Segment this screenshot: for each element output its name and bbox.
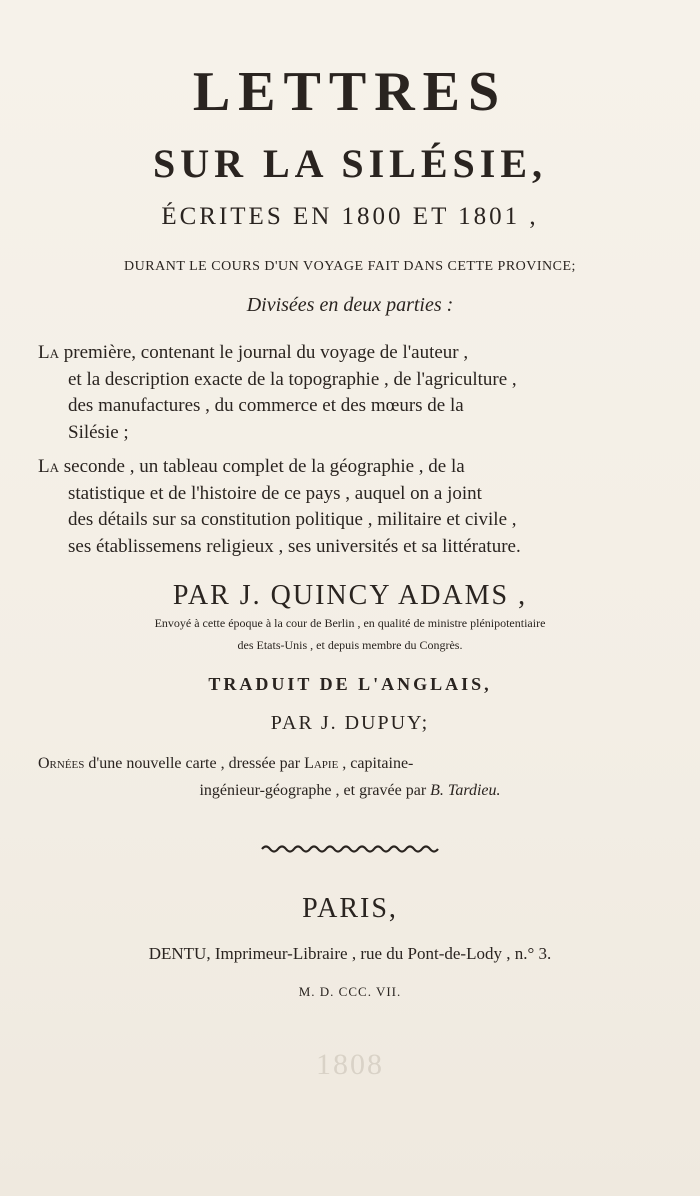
title-silesie: SUR LA SILÉSIE, [152,141,548,186]
imprint-city: PARIS, [302,893,398,924]
part-two-lead: La [38,456,59,477]
map-note-text: d'une nouvelle carte , dressée par [88,755,301,772]
divisees-heading: Divisées en deux parties : [246,294,454,316]
part-one-line: et la description exacte de la topographie , de l'agriculture , [68,368,517,390]
part-one-description [38,340,583,446]
author-line: PAR J. QUINCY ADAMS , [172,580,528,611]
part-two-line: ses établissemens religieux , ses universités et sa littérature. [68,535,521,557]
author-desc-line2: des Etats-Unis , et depuis membre du Congrès. [237,638,463,652]
map-note-line2 [0,782,700,800]
part-one-line: des manufactures , du commerce et des mœurs de la [68,395,464,416]
map-note-line1 [38,755,583,773]
translator-line: PAR J. DUPUY; [270,712,430,734]
map-note-line2-text: ingénieur-géographe , et gravée par [199,782,427,799]
part-two-line: seconde , un tableau complet de la géographie , de la [63,456,465,477]
faded-stamp: 1808 [316,1048,384,1081]
tardieu-name: B. Tardieu. [430,782,501,799]
title-lettres: LETTRES [192,61,508,123]
wave-ornament-icon [260,843,440,855]
lapie-name: Lapie [304,755,339,772]
title-dates: ÉCRITES EN 1800 ET 1801 , [161,203,539,230]
part-one-line: Silésie ; [68,421,129,443]
part-two-description [38,454,583,560]
part-one-line: première, contenant le journal du voyage de l'auteur , [63,342,469,363]
map-note-text-end: , capitaine- [342,755,414,772]
part-two-line: des détails sur sa constitution politique , militaire et civile , [68,509,517,530]
map-note-lead: Ornées [38,755,85,772]
author-desc-line1: Envoyé à cette époque à la cour de Berlin , en qualité de ministre plénipotentiaire [154,616,546,630]
part-two-line: statistique et de l'histoire de ce pays , auquel on a joint [68,482,482,504]
ornament-rule [0,842,700,860]
translated-line: TRADUIT DE L'ANGLAIS, [208,674,492,694]
title-durant: DURANT LE COURS D'UN VOYAGE FAIT DANS CETTE PROVINCE; [124,259,576,274]
imprint-date: M. D. CCC. VII. [298,984,402,999]
part-one-lead: La [38,342,59,363]
imprint-printer: DENTU, Imprimeur-Libraire , rue du Pont-de-Lody , n.° 3. [148,944,552,963]
